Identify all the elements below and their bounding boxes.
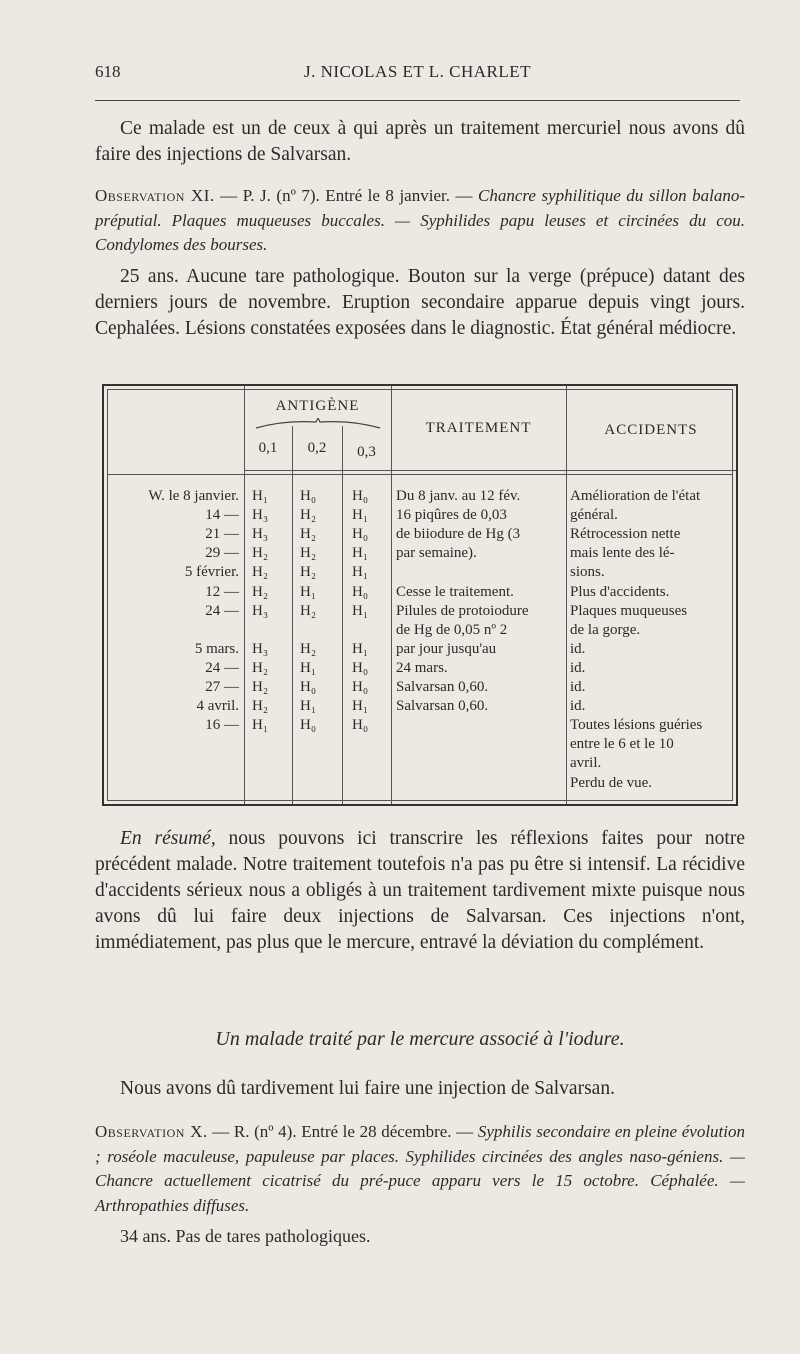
row-antigen-0-2: H₂ [300,640,317,657]
table-row [104,622,740,641]
row-treatment: Salvarsan 0,60. [396,698,489,715]
row-antigen-0-1: H₂ [252,564,269,581]
table-row [104,603,740,622]
row-treatment: Salvarsan 0,60. [396,679,489,695]
row-treatment: Pilules de protoiodure [396,602,529,619]
observation-11-italic: Chancre syphilitique du sillon balano-préputial. Plaques muqueuses buccales. — Syphilides papu leuses et circinées du cou. Condylomes des bourses. [95,186,746,254]
row-antigen-0-1: H₃ [252,640,269,657]
row-antigen-0-3: H₀ [352,717,369,734]
treatment-header: TRAITEMENT [425,420,532,436]
row-antigen-0-2: H₁ [300,698,317,715]
row-antigen-0-3: H₀ [352,526,369,543]
table-row [104,507,740,526]
row-date: W. le 8 janvier. [148,488,239,504]
row-accidents: id. [570,640,586,657]
row-treatment: de Hg de 0,05 nº 2 [396,621,508,638]
row-accidents: sions. [570,564,605,581]
antigen-dose-0-3: 0,3 [357,444,376,460]
row-date: 21 — [205,526,239,543]
row-antigen-0-1: H₂ [252,659,269,676]
table-header-rule [107,474,733,475]
intro-paragraph: Ce malade est un de ceux à qui après un traitement mercuriel nous avons dû faire des injections de Salvarsan. [95,118,745,165]
observation-10-italic: Syphilis secondaire en pleine évolution ; roséole maculeuse, papuleuse par places. Syphilides circinées des angles naso-géniens. — Chancre actuellement cicatrisé du pré-puce apparu vers le 15 octobre. Céphalée. — Arthropathies diffuses. [95,1122,745,1215]
table-row [104,717,740,736]
row-date: 5 février. [184,564,239,581]
row-treatment: Cesse le traitement. [396,583,514,600]
row-accidents: Plaques muqueuses [570,602,688,619]
row-antigen-0-3: H₀ [352,488,369,504]
table-row [104,736,740,755]
row-date: 29 — [205,545,239,562]
table-row [104,488,740,507]
row-antigen-0-3: H₁ [352,640,369,657]
row-antigen-0-1: H₂ [252,583,269,600]
row-treatment: par semaine). [396,545,477,562]
observation-10-label: Observation X. [95,1122,208,1141]
table-row [104,526,740,545]
row-accidents: mais lente des lé- [570,545,675,562]
resume-paragraph [95,826,745,956]
header-rule [95,100,740,101]
row-accidents: Toutes lésions guéries [570,717,703,734]
row-antigen-0-3: H₀ [352,583,369,600]
row-antigen-0-3: H₀ [352,679,369,695]
row-accidents: id. [570,659,586,676]
observation-10-plain: — R. (nº 4). Entré le 28 décembre. — [207,1122,478,1141]
row-date: 16 — [205,717,239,734]
observation-10 [95,1120,745,1218]
section-title: Un malade traité par le mercure associé à l'iodure. [215,1028,625,1050]
page-header [95,62,740,86]
row-antigen-0-1: H₁ [252,717,269,734]
row-treatment: de biiodure de Hg (3 [396,526,521,543]
antigen-brace [254,418,382,430]
row-date: 14 — [205,507,239,524]
row-antigen-0-1: H₁ [252,488,269,504]
row-antigen-0-1: H₂ [252,679,269,695]
row-antigen-0-2: H₀ [300,679,317,695]
case-paragraph: 25 ans. Aucune tare pathologique. Bouton sur la verge (prépuce) datant des derniers jours de novembre. Eruption secondaire apparue depuis vingt jours. Cephalées. Lésions constatées exposées dans le diagnostic. État général médiocre. [95,266,745,339]
row-treatment: 24 mars. [396,659,448,676]
row-accidents: Plus d'accidents. [570,583,670,600]
row-antigen-0-2: H₂ [300,564,317,581]
row-antigen-0-1: H₃ [252,602,269,619]
table-row [104,545,740,564]
row-accidents: entre le 6 et le 10 [570,736,674,753]
table-row [104,584,740,603]
row-antigen-0-2: H₂ [300,545,317,562]
row-antigen-0-1: H₂ [252,545,269,562]
table-row [104,660,740,679]
row-date: 24 — [205,602,239,619]
row-antigen-0-2: H₀ [300,488,317,504]
table-row [104,641,740,660]
antigen-dose-0-1: 0,1 [258,440,278,456]
row-accidents: id. [570,679,586,695]
row-accidents: Amélioration de l'état [570,488,701,504]
row-accidents: Perdu de vue. [570,774,653,791]
table-row [104,775,740,794]
row-antigen-0-3: H₁ [352,564,369,581]
running-title: J. NICOLAS ET L. CHARLET [303,62,531,81]
row-antigen-0-3: H₁ [352,698,369,715]
antigen-dose-0-2: 0,2 [307,440,327,456]
table-row [104,755,740,774]
row-accidents: id. [570,698,586,715]
row-date: 27 — [205,679,239,695]
row-treatment: par jour jusqu'au [396,640,497,657]
row-date: 24 — [205,659,239,676]
row-date: 5 mars. [194,640,239,657]
table-row [104,679,740,698]
row-antigen-0-1: H₃ [252,507,269,524]
row-antigen-0-3: H₀ [352,659,369,676]
row-antigen-0-2: H₁ [300,659,317,676]
salvarsan-paragraph: Nous avons dû tardivement lui faire une injection de Salvarsan. [120,1078,615,1099]
observation-11-plain: — P. J. (nº 7). Entré le 8 janvier. — [214,186,479,205]
results-table [102,384,738,806]
resume-text: nous pouvons ici transcrire les réflexions faites pour notre précédent malade. Notre traitement toutefois n'a pas pu être si intensif. La récidive d'accidents sérieux nous a obligés à un traitement tardivement mixte puisque nous avons dû lui faire deux injections de Salvarsan. Ces injections n'ont, immédiatement, pas plus que le mercure, entravé la déviation du complément. [95,828,745,953]
row-antigen-0-1: H₃ [252,526,269,543]
row-antigen-0-3: H₁ [352,507,369,524]
page-number: 618 [95,62,121,81]
row-date: 4 avril. [196,698,239,715]
row-treatment: 16 piqûres de 0,03 [396,507,507,524]
observation-11-label: Observation XI. [95,186,215,205]
antigen-header: ANTIGÈNE [275,398,360,414]
row-antigen-0-2: H₀ [300,717,317,734]
row-treatment: Du 8 janv. au 12 fév. [396,488,521,504]
row-accidents: général. [570,507,618,524]
row-antigen-0-2: H₂ [300,507,317,524]
row-date: 12 — [205,583,239,600]
row-antigen-0-2: H₂ [300,526,317,543]
row-antigen-0-3: H₁ [352,602,369,619]
final-line: 34 ans. Pas de tares pathologiques. [120,1226,371,1246]
row-antigen-0-2: H₁ [300,583,317,600]
row-accidents: Rétrocession nette [570,526,681,543]
row-antigen-0-2: H₂ [300,602,317,619]
antigen-brace-path [256,418,380,428]
row-accidents: avril. [570,755,602,772]
table-row [104,564,740,583]
accidents-header: ACCIDENTS [604,422,698,438]
row-antigen-0-1: H₂ [252,698,269,715]
row-accidents: de la gorge. [570,621,641,638]
resume-lead: En résumé, [120,828,216,849]
row-antigen-0-3: H₁ [352,545,369,562]
table-row [104,698,740,717]
table-header-rule [244,470,736,471]
observation-11 [95,184,745,258]
